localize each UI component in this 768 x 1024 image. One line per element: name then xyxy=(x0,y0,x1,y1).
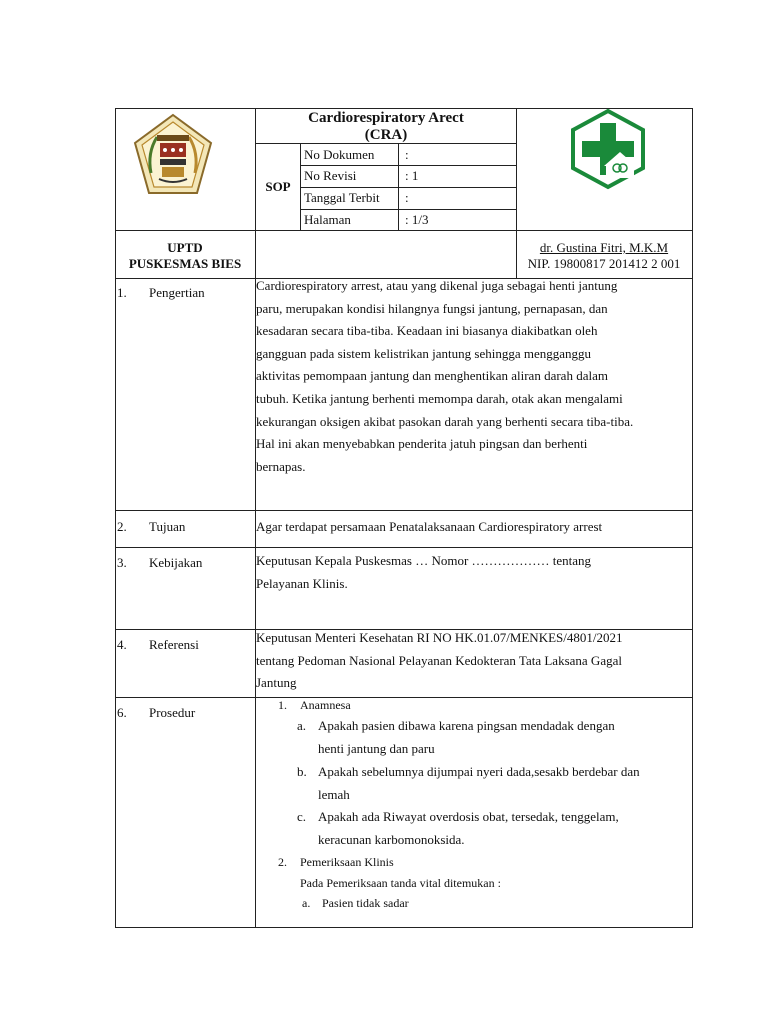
section-text-kebijakan xyxy=(256,550,591,595)
text-line: Cardiorespiratory arrest, atau yang dikenal juga sebagai henti jantung xyxy=(256,278,618,293)
text-line: tubuh. Ketika jantung berhenti memompa darah, otak akan mengalami xyxy=(256,390,623,406)
text-line: tentang Pedoman Nasional Pelayanan Kedokteran Tata Laksana Gagal xyxy=(256,652,622,668)
section-name: Pengertian xyxy=(149,285,205,300)
step-item-letter: b. xyxy=(297,764,307,779)
text-line: paru, merupakan kondisi hilangnya fungsi jantung, pernapasan, dan xyxy=(256,300,608,316)
text-line: gangguan pada sistem kelistrikan jantung sehingga mengganggu xyxy=(256,345,592,361)
field-value-tanggal-terbit: : xyxy=(405,190,409,205)
section-text-tujuan: Agar terdapat persamaan Penatalaksanaan Cardiorespiratory arrest xyxy=(256,519,603,534)
step-title: Anamnesa xyxy=(300,698,351,712)
field-label-halaman: Halaman xyxy=(304,212,351,227)
puskesmas-logo xyxy=(568,108,648,190)
regency-emblem xyxy=(133,113,213,195)
section-number: 4. xyxy=(117,637,127,652)
org-name: PUSKESMAS BIES xyxy=(128,256,242,271)
text-line: Hal ini akan menyebabkan penderita jatuh pingsan dan berhenti xyxy=(256,436,588,452)
step-item-text: Apakah sebelumnya dijumpai nyeri dada,sesakb berdebar dan lemah xyxy=(318,764,640,802)
step-number: 1. xyxy=(278,698,287,712)
text-line: kekurangan oksigen akibat pasokan darah yang berhenti secara tiba-tiba. xyxy=(256,413,634,429)
section-name: Kebijakan xyxy=(149,555,203,570)
section-text-referensi xyxy=(256,627,691,695)
text-line: aktivitas pemompaan jantung dan menghentikan aliran darah dalam xyxy=(256,368,608,384)
field-label-no-revisi: No Revisi xyxy=(304,168,357,183)
text-line: Jantung xyxy=(256,675,297,691)
field-value-halaman: : 1/3 xyxy=(405,212,429,227)
signer-nip: NIP. 19800817 201412 2 001 xyxy=(527,256,681,271)
field-value-no-dokumen: : xyxy=(405,147,409,162)
step-intro: Pada Pemeriksaan tanda vital ditemukan : xyxy=(300,876,501,890)
text-line: kesadaran secara tiba-tiba. Keadaan ini biasanya diakibatkan oleh xyxy=(256,323,598,339)
section-name: Prosedur xyxy=(149,705,196,720)
step-item-letter: a. xyxy=(302,896,311,910)
field-label-tanggal-terbit: Tanggal Terbit xyxy=(304,190,380,205)
section-text-pengertian xyxy=(256,275,633,478)
step-item-text: Apakah pasien dibawa karena pingsan mendadak dengan henti jantung dan paru xyxy=(318,718,615,756)
step-item-letter: a. xyxy=(297,718,307,733)
step-title: Pemeriksaan Klinis xyxy=(300,855,394,869)
section-name: Referensi xyxy=(149,637,199,652)
section-number: 1. xyxy=(117,285,127,300)
text-line: Pelayanan Klinis. xyxy=(256,575,348,591)
step-item-text: Apakah ada Riwayat overdosis obat, tersedak, tenggelam, keracunan karbomonoksida. xyxy=(318,809,619,847)
document-title-line1: Cardiorespiratory Arect xyxy=(308,110,464,126)
signer-name: dr. Gustina Fitri, M.K.M xyxy=(539,240,669,255)
step-number: 2. xyxy=(278,855,287,869)
step-item-letter: c. xyxy=(297,809,307,824)
section-name: Tujuan xyxy=(149,519,186,534)
field-value-no-revisi: : 1 xyxy=(405,168,419,183)
section-number: 2. xyxy=(117,519,127,534)
step-item-text: Pasien tidak sadar xyxy=(322,896,409,910)
text-line: Keputusan Kepala Puskesmas … Nomor ……………… tentang xyxy=(256,553,592,568)
org-unit: UPTD xyxy=(167,240,203,255)
field-label-no-dokumen: No Dokumen xyxy=(304,147,375,162)
section-number: 3. xyxy=(117,555,127,570)
sop-label: SOP xyxy=(265,179,291,194)
text-line: bernapas. xyxy=(256,458,306,474)
document-title-line2: (CRA) xyxy=(364,127,408,143)
text-line: Keputusan Menteri Kesehatan RI NO HK.01.07/MENKES/4801/2021 xyxy=(256,630,623,645)
section-number: 6. xyxy=(117,705,127,720)
